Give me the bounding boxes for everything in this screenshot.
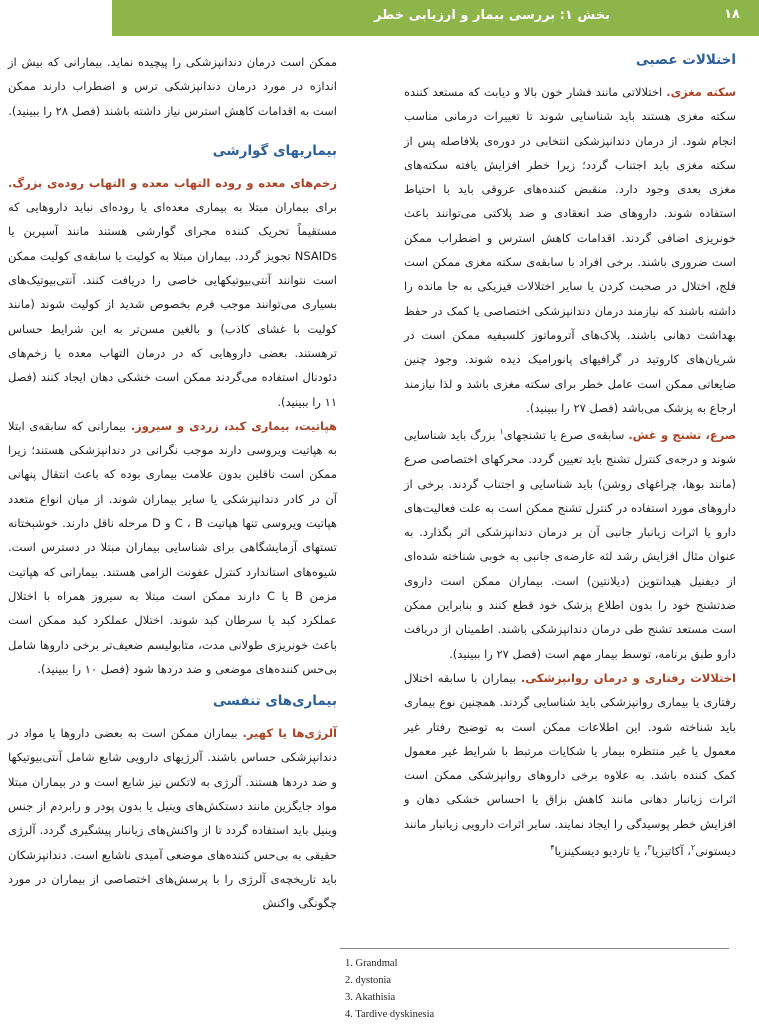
footnote-marker-3: ۳ <box>647 843 652 853</box>
neurologic-disorders-heading: اختلالات عصبی <box>635 52 736 68</box>
seizure-text-before-sup: سابقه‌ی صرع یا تشنجهای <box>503 427 625 442</box>
footnote-1: 1. Grandmal <box>345 958 398 969</box>
behavior-text-2: ، آکاتیزیا <box>651 843 691 858</box>
behavior-text-1: بیماران با سابقه اختلال رفتاری یا بیماری روانپزشکی باید شناسایی گردند. همچنین نوع بیماری باید شناخته شود. این اطلاعات ممکن است به توضیح رفتار غیر معمول یا غیر منتظره بیمار یا شکایات مرتبط با شرایط غیر معمول کمک کننده باشد. به علاوه برخی داروهای روانپزشکی ممکن است اثرات زیانبار دهانی مانند کاهش بزاق یا احساس خشکی دهان و افزایش خطر پوسیدگی را ایجاد نمایند. سایر اثرات دارویی زیانبار مانند دیستونی <box>404 670 736 858</box>
seizure-lead: صرع، تشنج و غش. <box>628 427 737 442</box>
right-column <box>404 50 736 974</box>
spacer-respiratory <box>8 681 337 691</box>
stroke-text: اختلالاتی مانند فشار خون بالا و دیابت که مستعد کننده سکته مغزی هستند باید شناسایی شوند تا تغییرات درمانی مناسب انجام شود. از درمان دندانپزشکی انتخابی در دوره‌ی بلافاصله پس از سکته مغزی باید اجتناب گردد؛ زیرا خطر افزایش یافته سکته‌های مغزی بعدی وجود دارد. منقبض کننده‌های عروقی باید با احتیاط استفاده شوند. داروهای ضد انعقادی و ضد پلاکتی می‌توانند باعث خونریزی اضافی گردند. اقدامات کاهش استرس و اضطراب ممکن است ضروری باشند. برخی افراد با سابقه‌ی سکته مغزی ممکن است فلج، اختلال در صحبت کردن یا سایر اختلالات فیزیکی به جا مانده را داشته باشند که نیازمند درمان دندانپزشکی اختصاصی یا کمک در حفظ بهداشت دهانی باشند. پلاک‌های آتروماتوز کلسیفیه ممکن است در شریان‌های کاروتید در گرافیهای پانورامیک دیده شوند. وجود چنین ضایعاتی ممکن است عامل خطر برای سکته مغزی باشد و لذا نیازمند ارجاع به پزشک می‌باشد (فصل ۲۷ را ببینید). <box>404 85 736 415</box>
hepatitis-lead: هپاتیت، بیماری کبد، زردی و سیروز. <box>130 418 337 433</box>
header-left-box <box>0 0 112 36</box>
footnote-marker-4: ۴ <box>550 843 555 853</box>
behavior-paragraph <box>404 666 736 863</box>
allergy-text: بیماران ممکن است به بعضی داروها یا مواد در دندانپزشکی حساس باشند. آلرژیهای دارویی شایع شامل آنتی‌بیوتیکها و ضد دردها هستند. آلرژی به لاتکس نیز شایع است و در بیماران مبتلا مواد جایگزین مانند دستکش‌های وینیل یا بدون پودر و رابردم از جنس وینیل باید استفاده گردد تا از واکنش‌های زیانبار پیشگیری گردد. آلرژی حقیقی به بی‌حس کننده‌های موضعی آمیدی ناشایع است. دندانپزشکان باید تاریخچه‌ی آلرژی را با پرسش‌های اختصاصی از بیماران در مورد چگونگی واکنش <box>8 726 337 911</box>
footnote-4: 4. Tardive dyskinesia <box>345 1009 435 1020</box>
seizure-paragraph <box>404 420 736 666</box>
footnote-3: 3. Akathisia <box>345 992 396 1003</box>
footnote-2: 2. dystonia <box>345 975 392 986</box>
gastrointestinal-text: برای بیماران مبتلا به بیماری معده‌ای یا روده‌ای نباید داروهایی که مستقیماً تحریک کننده مجرای گوارشی هستند مانند آسپرین یا NSAIDs تجویز گردد. بیماران مبتلا به کولیت یا سابقه‌ی کولیت ممکن است نتوانند آنتی‌بیوتیکهایی خاصی را دریافت کنند. آنتی‌بیوتیک‌های بسیاری می‌توانند موجب فرم بخصوص شدید از کولیت شوند (مانند کولیت با غشای کاذب) و بالغین مسن‌تر به این شرایط حساس ترهستند. بعضی داروهایی که در درمان التهاب معده یا زخم‌های دئودنال استفاده می‌گردند ممکن است خشکی دهان ایجاد کنند (فصل ۱۱ را ببینید). <box>8 200 337 409</box>
footnotes <box>345 955 565 1023</box>
hepatitis-text: بیمارانی که سابقه‌ی ابتلا به هپاتیت ویروسی دارند موجب نگرانی در دندانپزشکی هستند؛ زیرا ممکن است ناقلین بدون علامت بیماری بوده که باعث انتقال پنهانی آن در کادر دندانپزشکی یا سایر بیماران شوند. از میان انواع متعدد هپاتیت ویروسی تنها هپاتیت C ، B و D مرحله ناقل دارند. خوشبختانه تستهای آزمایشگاهی برای شناسایی بیماران مبتلا در دسترس است. شیوه‌های استاندارد کنترل عفونت الزامی هستند. بیمارانی که هپاتیت مزمن B یا C دارند ممکن است مبتلا به سیروز همراه با اختلال عملکرد کبد یا سرطان کبد شوند. اختلال عملکرد کبد ممکن است باعث خونریزی طولانی مدت، متابولیسم ضعیف‌تر برخی داروها شامل بی‌حس کننده‌های موضعی و ضد دردها شود (فصل ۱۰ را ببینید). <box>8 418 338 676</box>
respiratory-heading: بیماری‌های تنفسی <box>212 693 337 710</box>
chapter-title: بخش ۱: بررسی بیمار و ارزیابی خطر <box>374 8 610 23</box>
stroke-lead: سکته مغزی. <box>666 85 737 99</box>
footnote-marker-2: ۲ <box>690 843 696 853</box>
gastrointestinal-paragraph <box>8 171 337 414</box>
page-number: ۱۸ <box>724 7 740 22</box>
gastrointestinal-lead: زخم‌های معده و روده التهاب معده و التهاب روده‌ی بزرگ. <box>8 175 337 190</box>
footnote-divider <box>340 948 729 949</box>
stroke-paragraph <box>404 80 736 420</box>
gastrointestinal-heading: بیماریهای گوارشی <box>212 142 337 159</box>
behavior-text-3: ، یا تاردیو دیسکینزیا <box>554 843 648 858</box>
intro-paragraph: ممکن است درمان دندانپزشکی را پیچیده نماید. بیمارانی که بیش از اندازه در مورد درمان دندانپزشکی ترس و اضطراب دارند ممکن است به اقدامات کاهش استرس نیاز داشته باشند (فصل ۲۸ را ببینید). <box>8 55 337 118</box>
allergy-paragraph <box>8 721 337 915</box>
seizure-text-after-sup: بزرگ باید شناسایی شوند و درجه‌ی کنترل تشنج باید تعیین گردد. محرکهای اختصاصی صرع (مانند بوها، چراغهای روشن) باید شناسایی و اجتناب گردند. برخی از داروهای مورد استفاده در کنترل تشنج ممکن است به علت فعالیت‌های دارو یا اثرات زیانبار جانبی آن بر درمان دندانپزشکی اثر بگذارد. به عنوان مثال افزایش رشد لثه عارضه‌ی جانبی به خوبی شناخته شده‌ای از دیفنیل هیدانتوین (دیلانتین) است. بیماران ممکن است داروی ضدتشنج خود را بدون اطلاع پزشک خود قطع کنند و بنابراین ممکن است مستعد تشنج طی درمان دندانپزشکی باشند. اطمینان از دریافت دارو طبق برنامه، توسط بیمار مهم است (فصل ۲۷ را ببینید). <box>404 427 736 661</box>
left-column <box>8 50 337 974</box>
spacer-gastrointestinal <box>8 123 337 141</box>
behavior-lead: اختلالات رفتاری و درمان روانپزشکی. <box>520 670 736 685</box>
allergy-lead: آلرژی‌ها یا کهیر. <box>242 726 337 741</box>
hepatitis-paragraph <box>8 414 337 681</box>
footnote-marker-1: ۱ <box>499 427 504 437</box>
